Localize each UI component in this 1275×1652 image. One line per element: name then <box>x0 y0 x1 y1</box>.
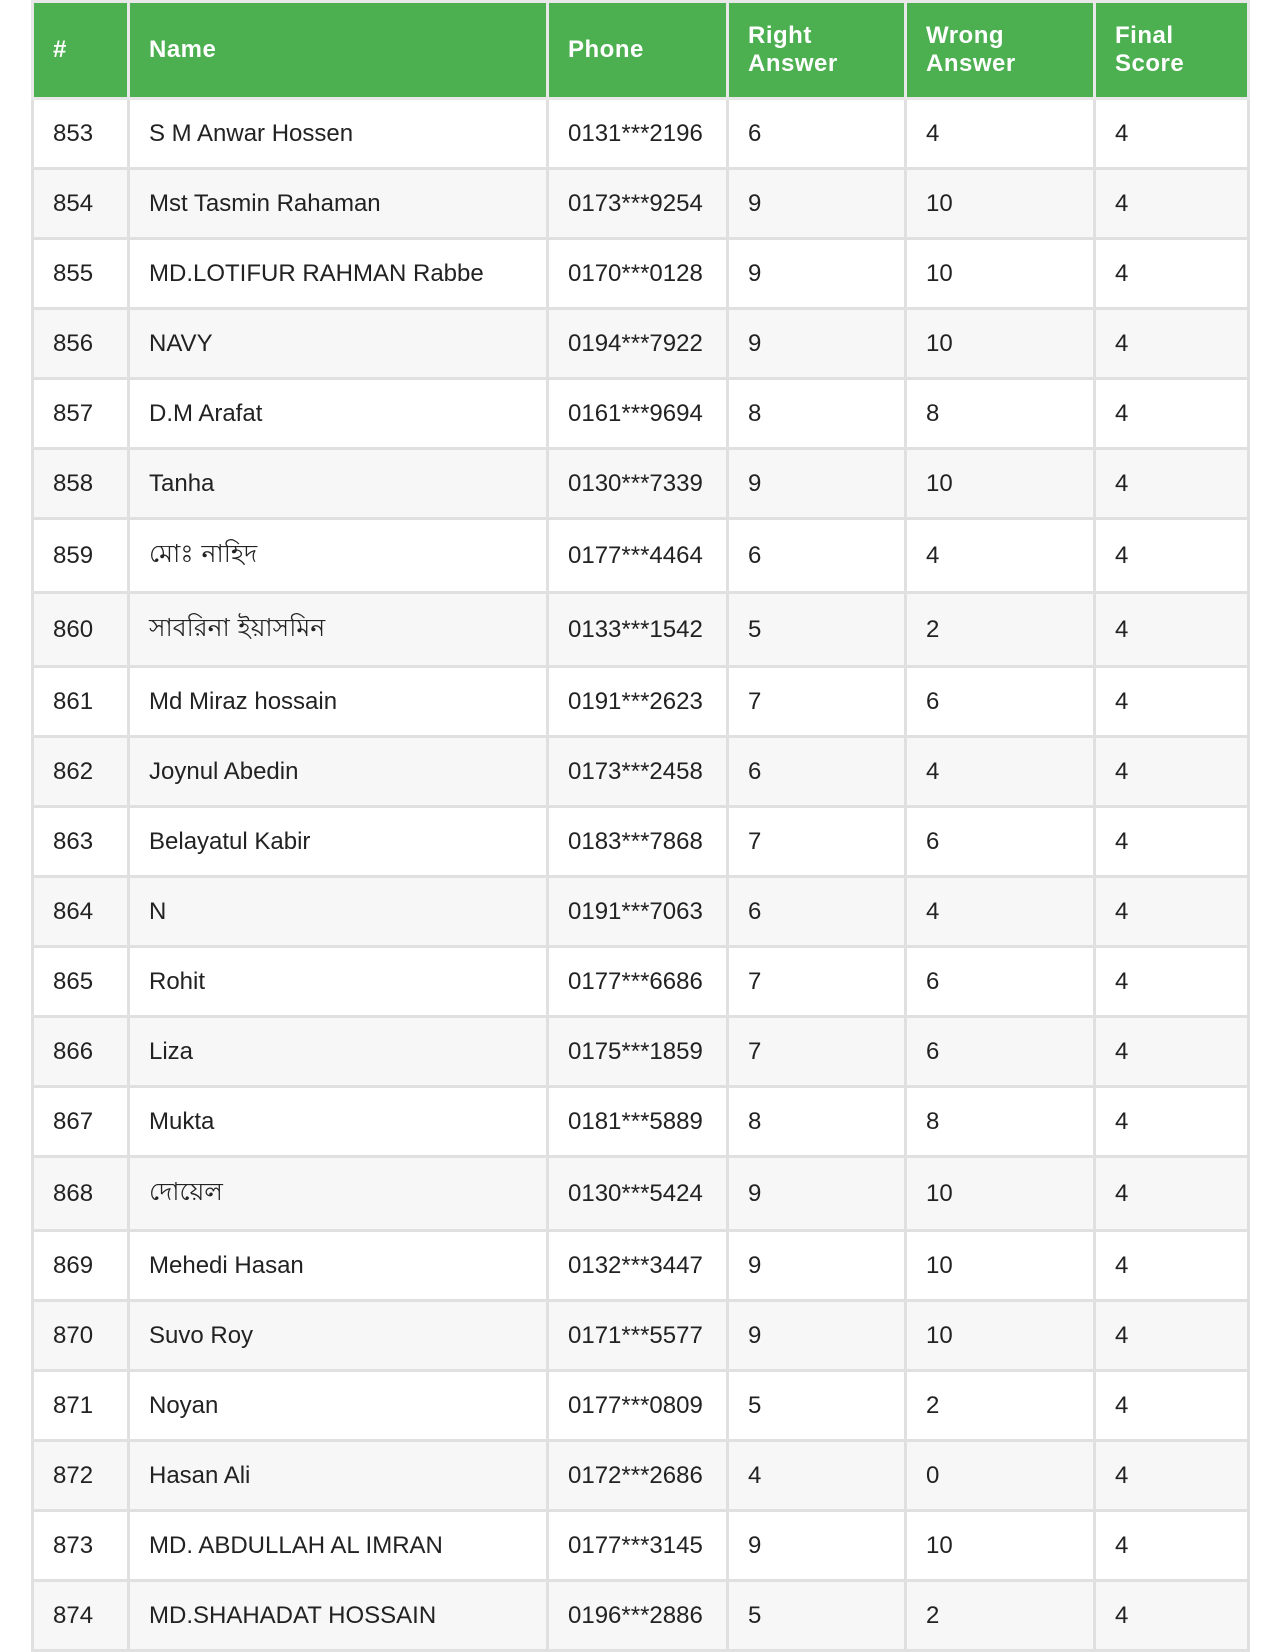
cell-right-answer: 8 <box>728 379 906 449</box>
cell-final-score: 4 <box>1095 667 1249 737</box>
cell-phone: 0171***5577 <box>548 1301 728 1371</box>
cell-name: Liza <box>129 1017 548 1087</box>
cell-right-answer: 9 <box>728 239 906 309</box>
cell-wrong-answer: 10 <box>906 1301 1095 1371</box>
cell-name: Tanha <box>129 449 548 519</box>
table-row <box>33 99 1249 169</box>
cell-phone: 0177***3145 <box>548 1511 728 1581</box>
cell-name: Mst Tasmin Rahaman <box>129 169 548 239</box>
cell-phone: 0183***7868 <box>548 807 728 877</box>
cell-right-answer: 9 <box>728 449 906 519</box>
cell-name: N <box>129 877 548 947</box>
table-row <box>33 1511 1249 1581</box>
cell-phone: 0177***6686 <box>548 947 728 1017</box>
cell-phone: 0173***9254 <box>548 169 728 239</box>
cell-phone: 0177***0809 <box>548 1371 728 1441</box>
cell-name: NAVY <box>129 309 548 379</box>
cell-num: 865 <box>33 947 129 1017</box>
cell-wrong-answer: 10 <box>906 169 1095 239</box>
cell-num: 864 <box>33 877 129 947</box>
cell-name: মোঃ নাহিদ <box>129 519 548 593</box>
cell-wrong-answer: 6 <box>906 947 1095 1017</box>
cell-right-answer: 6 <box>728 519 906 593</box>
table-row <box>33 1087 1249 1157</box>
cell-final-score: 4 <box>1095 309 1249 379</box>
cell-phone: 0170***0128 <box>548 239 728 309</box>
cell-wrong-answer: 10 <box>906 309 1095 379</box>
cell-wrong-answer: 4 <box>906 519 1095 593</box>
cell-final-score: 4 <box>1095 239 1249 309</box>
cell-name: MD.LOTIFUR RAHMAN Rabbe <box>129 239 548 309</box>
table-row <box>33 1017 1249 1087</box>
cell-final-score: 4 <box>1095 1371 1249 1441</box>
cell-phone: 0196***2886 <box>548 1581 728 1651</box>
table-row <box>33 947 1249 1017</box>
cell-num: 862 <box>33 737 129 807</box>
cell-final-score: 4 <box>1095 519 1249 593</box>
cell-final-score: 4 <box>1095 1441 1249 1511</box>
cell-name: Mukta <box>129 1087 548 1157</box>
cell-right-answer: 7 <box>728 807 906 877</box>
cell-phone: 0130***5424 <box>548 1157 728 1231</box>
cell-wrong-answer: 2 <box>906 1581 1095 1651</box>
cell-wrong-answer: 6 <box>906 667 1095 737</box>
cell-right-answer: 9 <box>728 1301 906 1371</box>
cell-phone: 0130***7339 <box>548 449 728 519</box>
cell-phone: 0172***2686 <box>548 1441 728 1511</box>
cell-num: 861 <box>33 667 129 737</box>
table-row <box>33 1581 1249 1651</box>
cell-phone: 0177***4464 <box>548 519 728 593</box>
cell-wrong-answer: 10 <box>906 1511 1095 1581</box>
cell-wrong-answer: 8 <box>906 1087 1095 1157</box>
table-row <box>33 1301 1249 1371</box>
table-row <box>33 1231 1249 1301</box>
cell-final-score: 4 <box>1095 1231 1249 1301</box>
cell-num: 863 <box>33 807 129 877</box>
cell-right-answer: 9 <box>728 1511 906 1581</box>
cell-name: Md Miraz hossain <box>129 667 548 737</box>
cell-name: Hasan Ali <box>129 1441 548 1511</box>
header-num: # <box>33 2 129 99</box>
table-row <box>33 877 1249 947</box>
header-wrong-answer: Wrong Answer <box>906 2 1095 99</box>
cell-num: 867 <box>33 1087 129 1157</box>
cell-name: MD. ABDULLAH AL IMRAN <box>129 1511 548 1581</box>
cell-final-score: 4 <box>1095 99 1249 169</box>
cell-num: 870 <box>33 1301 129 1371</box>
cell-wrong-answer: 10 <box>906 1231 1095 1301</box>
cell-name: সাবরিনা ইয়াসমিন <box>129 593 548 667</box>
cell-num: 873 <box>33 1511 129 1581</box>
cell-final-score: 4 <box>1095 807 1249 877</box>
cell-wrong-answer: 8 <box>906 379 1095 449</box>
cell-final-score: 4 <box>1095 169 1249 239</box>
header-phone: Phone <box>548 2 728 99</box>
cell-num: 857 <box>33 379 129 449</box>
table-row <box>33 239 1249 309</box>
cell-right-answer: 7 <box>728 667 906 737</box>
header-row <box>33 2 1249 99</box>
cell-wrong-answer: 0 <box>906 1441 1095 1511</box>
cell-final-score: 4 <box>1095 1581 1249 1651</box>
cell-wrong-answer: 6 <box>906 1017 1095 1087</box>
table-body <box>33 99 1249 1651</box>
cell-final-score: 4 <box>1095 1157 1249 1231</box>
cell-right-answer: 4 <box>728 1441 906 1511</box>
cell-right-answer: 6 <box>728 877 906 947</box>
cell-name: S M Anwar Hossen <box>129 99 548 169</box>
cell-right-answer: 8 <box>728 1087 906 1157</box>
cell-phone: 0161***9694 <box>548 379 728 449</box>
cell-num: 853 <box>33 99 129 169</box>
table-row <box>33 1441 1249 1511</box>
cell-phone: 0181***5889 <box>548 1087 728 1157</box>
cell-phone: 0132***3447 <box>548 1231 728 1301</box>
cell-wrong-answer: 4 <box>906 99 1095 169</box>
cell-name: Belayatul Kabir <box>129 807 548 877</box>
cell-wrong-answer: 2 <box>906 593 1095 667</box>
table-row <box>33 449 1249 519</box>
cell-final-score: 4 <box>1095 947 1249 1017</box>
cell-right-answer: 5 <box>728 1581 906 1651</box>
cell-right-answer: 7 <box>728 947 906 1017</box>
cell-right-answer: 5 <box>728 593 906 667</box>
cell-num: 869 <box>33 1231 129 1301</box>
cell-num: 858 <box>33 449 129 519</box>
cell-right-answer: 9 <box>728 1157 906 1231</box>
cell-final-score: 4 <box>1095 1301 1249 1371</box>
cell-name: Rohit <box>129 947 548 1017</box>
cell-phone: 0175***1859 <box>548 1017 728 1087</box>
cell-wrong-answer: 2 <box>906 1371 1095 1441</box>
cell-name: Joynul Abedin <box>129 737 548 807</box>
cell-final-score: 4 <box>1095 1511 1249 1581</box>
cell-right-answer: 9 <box>728 1231 906 1301</box>
cell-final-score: 4 <box>1095 379 1249 449</box>
cell-right-answer: 6 <box>728 99 906 169</box>
table-row <box>33 807 1249 877</box>
table-header <box>33 2 1249 99</box>
cell-wrong-answer: 10 <box>906 449 1095 519</box>
table-row <box>33 1157 1249 1231</box>
table-row <box>33 737 1249 807</box>
results-table <box>31 0 1250 1652</box>
cell-phone: 0173***2458 <box>548 737 728 807</box>
cell-final-score: 4 <box>1095 737 1249 807</box>
cell-phone: 0131***2196 <box>548 99 728 169</box>
cell-num: 872 <box>33 1441 129 1511</box>
table-row <box>33 593 1249 667</box>
cell-final-score: 4 <box>1095 449 1249 519</box>
cell-name: Mehedi Hasan <box>129 1231 548 1301</box>
cell-name: Suvo Roy <box>129 1301 548 1371</box>
cell-num: 859 <box>33 519 129 593</box>
table-row <box>33 379 1249 449</box>
table-row <box>33 1371 1249 1441</box>
cell-name: D.M Arafat <box>129 379 548 449</box>
cell-num: 855 <box>33 239 129 309</box>
cell-name: MD.SHAHADAT HOSSAIN <box>129 1581 548 1651</box>
cell-name: Noyan <box>129 1371 548 1441</box>
cell-final-score: 4 <box>1095 593 1249 667</box>
header-name: Name <box>129 2 548 99</box>
cell-num: 874 <box>33 1581 129 1651</box>
cell-right-answer: 5 <box>728 1371 906 1441</box>
table-row <box>33 169 1249 239</box>
cell-final-score: 4 <box>1095 1087 1249 1157</box>
cell-num: 868 <box>33 1157 129 1231</box>
table-row <box>33 519 1249 593</box>
cell-phone: 0133***1542 <box>548 593 728 667</box>
cell-wrong-answer: 10 <box>906 239 1095 309</box>
cell-wrong-answer: 4 <box>906 737 1095 807</box>
cell-num: 854 <box>33 169 129 239</box>
table-row <box>33 667 1249 737</box>
cell-right-answer: 7 <box>728 1017 906 1087</box>
table-row <box>33 309 1249 379</box>
cell-right-answer: 9 <box>728 169 906 239</box>
header-right-answer: Right Answer <box>728 2 906 99</box>
cell-num: 856 <box>33 309 129 379</box>
cell-num: 871 <box>33 1371 129 1441</box>
cell-right-answer: 9 <box>728 309 906 379</box>
cell-phone: 0194***7922 <box>548 309 728 379</box>
cell-num: 860 <box>33 593 129 667</box>
cell-wrong-answer: 4 <box>906 877 1095 947</box>
header-final-score: Final Score <box>1095 2 1249 99</box>
cell-name: দোয়েল <box>129 1157 548 1231</box>
cell-wrong-answer: 10 <box>906 1157 1095 1231</box>
cell-wrong-answer: 6 <box>906 807 1095 877</box>
cell-phone: 0191***7063 <box>548 877 728 947</box>
cell-final-score: 4 <box>1095 1017 1249 1087</box>
cell-num: 866 <box>33 1017 129 1087</box>
cell-final-score: 4 <box>1095 877 1249 947</box>
cell-phone: 0191***2623 <box>548 667 728 737</box>
cell-right-answer: 6 <box>728 737 906 807</box>
